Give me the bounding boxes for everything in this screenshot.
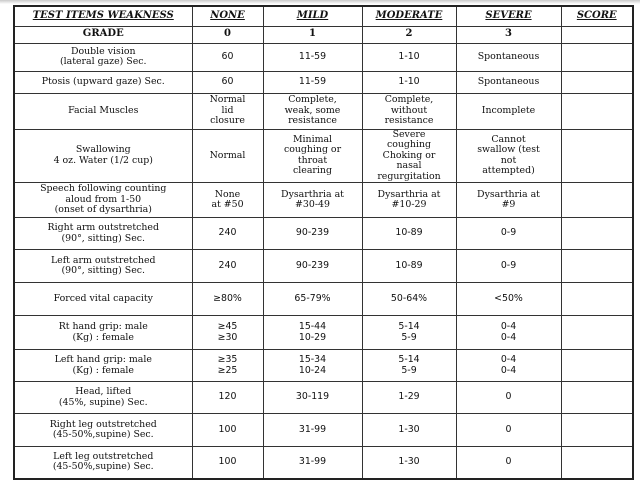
mild-cell: Minimal coughing or throat clearing [263, 129, 362, 183]
severe-cell: Dysarthria at #9 [456, 183, 561, 218]
test-item-cell: Facial Muscles [14, 93, 192, 129]
severe-cell: 0-4 0-4 [456, 316, 561, 350]
moderate-cell: Complete, without resistance [362, 93, 456, 129]
score-cell [561, 283, 633, 316]
score-cell [561, 447, 633, 479]
test-item-cell: Speech following counting aloud from 1-50 (onset of dysarthria) [14, 183, 192, 218]
table-row [14, 350, 633, 382]
score-cell [561, 129, 633, 183]
score-cell [561, 414, 633, 447]
qmg-score-table [13, 5, 634, 480]
test-item-cell: Left leg outstretched (45-50%,supine) Sec. [14, 447, 192, 479]
mild-cell: 31-99 [263, 414, 362, 447]
severe-cell: Incomplete [456, 93, 561, 129]
grade-value: 0 [192, 26, 263, 43]
table-row [14, 43, 633, 71]
severe-cell: 0 [456, 382, 561, 414]
moderate-cell: 50-64% [362, 283, 456, 316]
grade-label: GRADE [14, 26, 192, 43]
table-row [14, 93, 633, 129]
test-item-cell: Forced vital capacity [14, 283, 192, 316]
score-cell [561, 250, 633, 283]
score-cell [561, 218, 633, 250]
test-item-cell: Right leg outstretched (45-50%,supine) Sec. [14, 414, 192, 447]
header-moderate: MODERATE [362, 6, 456, 26]
moderate-cell: Dysarthria at #10-29 [362, 183, 456, 218]
none-cell: 100 [192, 447, 263, 479]
none-cell: 120 [192, 382, 263, 414]
header-none: NONE [192, 6, 263, 26]
mild-cell: 90-239 [263, 218, 362, 250]
moderate-cell: 1-29 [362, 382, 456, 414]
moderate-cell: 10-89 [362, 218, 456, 250]
mild-cell: 15-34 10-24 [263, 350, 362, 382]
score-cell [561, 382, 633, 414]
test-item-cell: Right arm outstretched (90°, sitting) Sec. [14, 218, 192, 250]
severe-cell: 0 [456, 414, 561, 447]
table-row [14, 218, 633, 250]
mild-cell: 90-239 [263, 250, 362, 283]
grade-row [14, 26, 633, 43]
none-cell: 100 [192, 414, 263, 447]
moderate-cell: Severe coughing Choking or nasal regurgitation [362, 129, 456, 183]
moderate-cell: 1-10 [362, 43, 456, 71]
moderate-cell: 5-14 5-9 [362, 316, 456, 350]
score-cell [561, 93, 633, 129]
none-cell: Normal lid closure [192, 93, 263, 129]
none-cell: 60 [192, 71, 263, 93]
mild-cell: 65-79% [263, 283, 362, 316]
header-score: SCORE [561, 6, 633, 26]
moderate-cell: 1-30 [362, 414, 456, 447]
moderate-cell: 10-89 [362, 250, 456, 283]
header-mild: MILD [263, 6, 362, 26]
table-row [14, 129, 633, 183]
header-severe: SEVERE [456, 6, 561, 26]
window-top-shadow [0, 0, 640, 4]
mild-cell: 15-44 10-29 [263, 316, 362, 350]
score-cell [561, 350, 633, 382]
table-row [14, 382, 633, 414]
severe-cell: 0-9 [456, 218, 561, 250]
test-item-cell: Left hand grip: male (Kg) : female [14, 350, 192, 382]
score-cell [561, 43, 633, 71]
score-cell [561, 316, 633, 350]
severe-cell: Spontaneous [456, 71, 561, 93]
mild-cell: 31-99 [263, 447, 362, 479]
table-row [14, 414, 633, 447]
grade-value: 1 [263, 26, 362, 43]
moderate-cell: 1-30 [362, 447, 456, 479]
test-item-cell: Double vision (lateral gaze) Sec. [14, 43, 192, 71]
mild-cell: 11-59 [263, 71, 362, 93]
none-cell: ≥45 ≥30 [192, 316, 263, 350]
none-cell: 60 [192, 43, 263, 71]
test-item-cell: Swallowing 4 oz. Water (1/2 cup) [14, 129, 192, 183]
header-row [14, 6, 633, 26]
table-row [14, 71, 633, 93]
table-row [14, 183, 633, 218]
severe-cell: 0 [456, 447, 561, 479]
test-item-cell: Rt hand grip: male (Kg) : female [14, 316, 192, 350]
severe-cell: Spontaneous [456, 43, 561, 71]
mild-cell: Dysarthria at #30-49 [263, 183, 362, 218]
table-row [14, 250, 633, 283]
score-cell [561, 71, 633, 93]
none-cell: Normal [192, 129, 263, 183]
table-row [14, 316, 633, 350]
mild-cell: 11-59 [263, 43, 362, 71]
severe-cell: 0-4 0-4 [456, 350, 561, 382]
none-cell: None at #50 [192, 183, 263, 218]
grade-score [561, 26, 633, 43]
grade-value: 3 [456, 26, 561, 43]
header-test-items: TEST ITEMS WEAKNESS [14, 6, 192, 26]
none-cell: 240 [192, 218, 263, 250]
moderate-cell: 5-14 5-9 [362, 350, 456, 382]
mild-cell: 30-119 [263, 382, 362, 414]
severe-cell: <50% [456, 283, 561, 316]
none-cell: ≥80% [192, 283, 263, 316]
moderate-cell: 1-10 [362, 71, 456, 93]
test-item-cell: Head, lifted (45%, supine) Sec. [14, 382, 192, 414]
mild-cell: Complete, weak, some resistance [263, 93, 362, 129]
none-cell: 240 [192, 250, 263, 283]
test-item-cell: Left arm outstretched (90°, sitting) Sec. [14, 250, 192, 283]
score-cell [561, 183, 633, 218]
severe-cell: Cannot swallow (test not attempted) [456, 129, 561, 183]
none-cell: ≥35 ≥25 [192, 350, 263, 382]
table-row [14, 447, 633, 479]
grade-value: 2 [362, 26, 456, 43]
table-row [14, 283, 633, 316]
test-item-cell: Ptosis (upward gaze) Sec. [14, 71, 192, 93]
severe-cell: 0-9 [456, 250, 561, 283]
